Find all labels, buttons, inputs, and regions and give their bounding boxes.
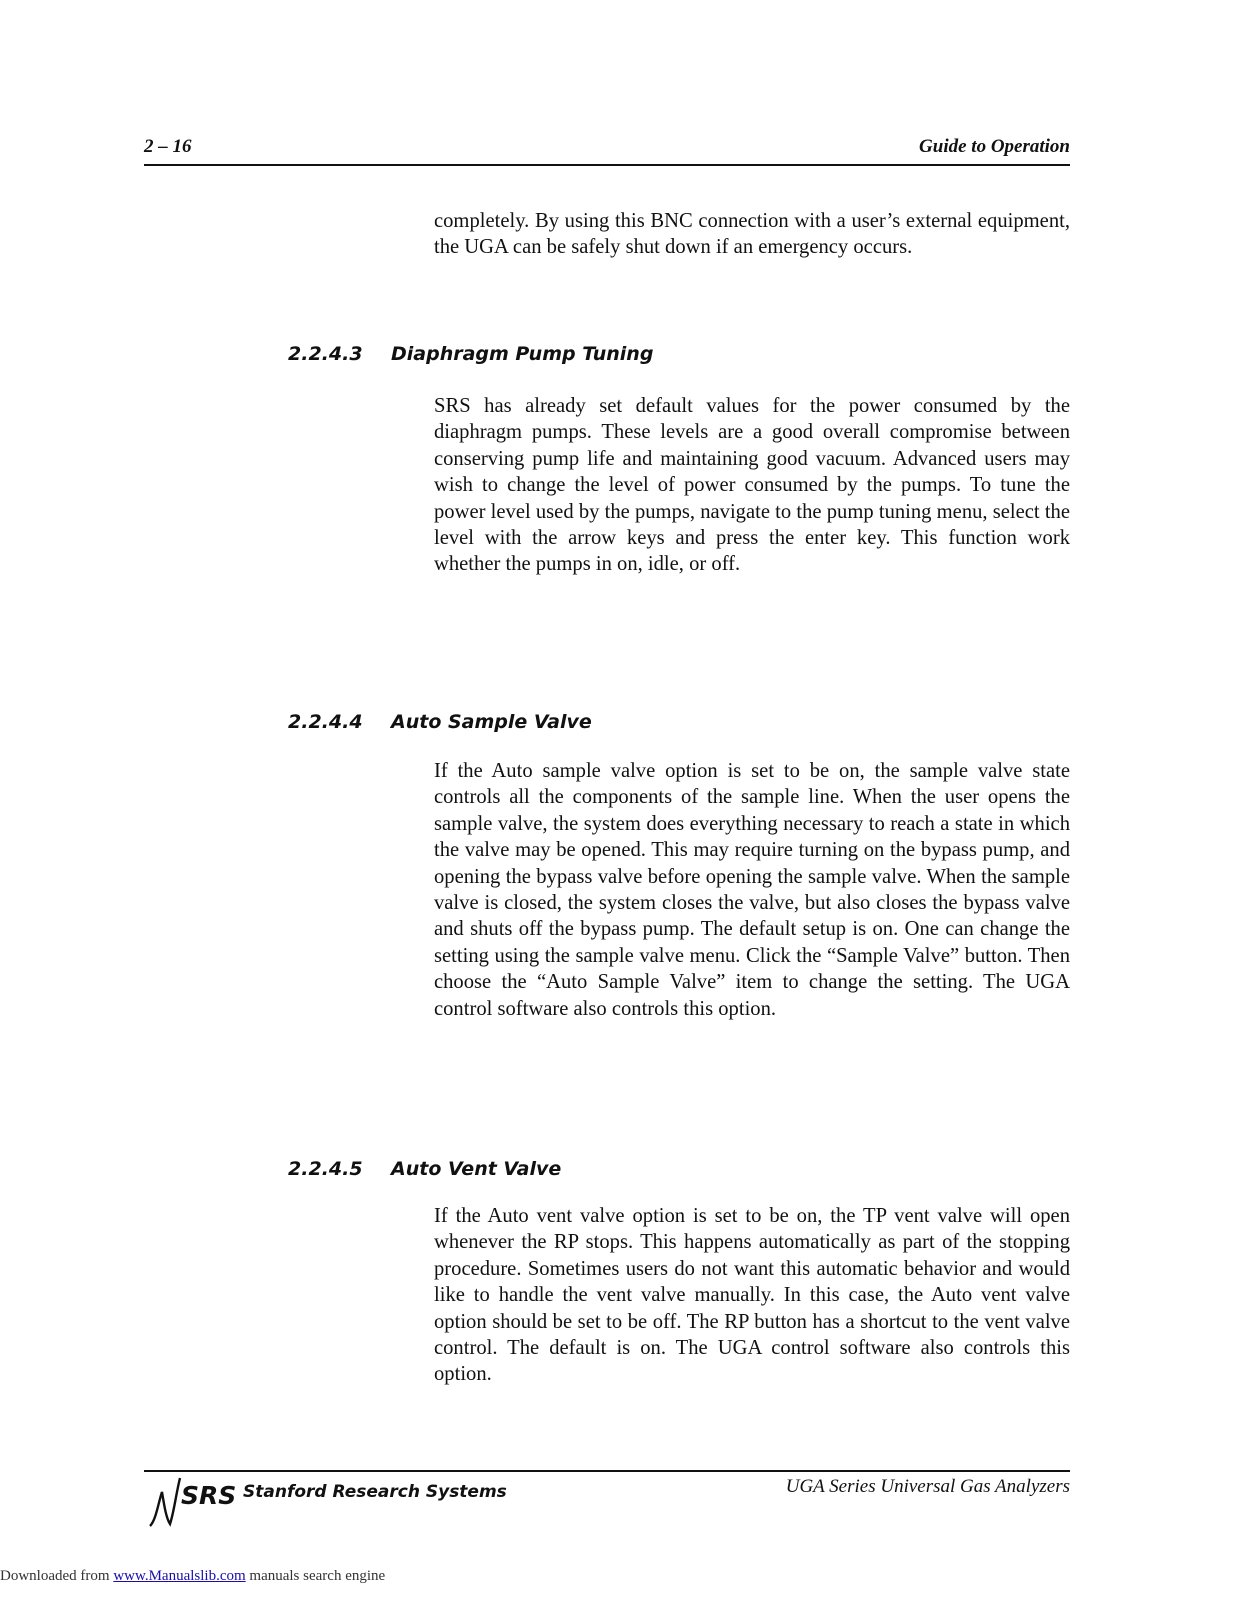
intro-paragraph: completely. By using this BNC connection with a user’s external equipment, the UGA can be safely shut down if an emergency occurs. [434,210,1070,259]
footer-rule [144,1470,1070,1472]
company-name: Stanford Research Systems [243,1482,507,1502]
product-name: UGA Series Universal Gas Analyzers [785,1476,1070,1497]
section-title: Auto Sample Valve [391,711,592,733]
section-number: 2.2.4.5 [288,1158,363,1180]
download-suffix: manuals search engine [245,1568,386,1584]
section-title: Auto Vent Valve [391,1158,562,1180]
page-header [144,136,1070,166]
section-body: If the Auto sample valve option is set to be on, the sample valve state controls all the components of the sample line. When the user opens the sample valve, the system does everything necessary to reach a state in which the valve may be opened. This may require turning on the bypass pump, and opening the bypass valve before opening the sample valve. When the sample valve is closed, the system closes the valve, but also closes the bypass valve and shuts off the bypass pump. The default setup is on. One can change the setting using the sample valve menu. Click the “Sample Valve” button. Then choose the “Auto Sample Valve” item to change the setting. The UGA control software also controls this option. [434,760,1070,1020]
download-prefix: Downloaded from [0,1568,114,1584]
section-body: If the Auto vent valve option is set to be on, the TP vent valve will open whenever the RP stops. This happens automatically as part of the stopping procedure. Sometimes users do not want this automatic behavior and would like to handle the vent valve manually. In this case, the Auto vent valve option should be set to be off. The RP button has a shortcut to the vent valve control. The default is on. The UGA control software also controls this option. [434,1205,1070,1386]
section-number: 2.2.4.4 [288,711,363,733]
section-number: 2.2.4.3 [288,343,363,365]
logo-text: SRS [181,1481,237,1510]
srs-logo [148,1474,248,1530]
page-number: 2 – 16 [144,136,192,157]
section-body: SRS has already set default values for the power consumed by the diaphragm pumps. These levels are a good overall compromise between conserving pump life and maintaining good vacuum. Advanced users may wish to change the level of power consumed by the pumps. To tune the power level used by the pumps, navigate to the pump tuning menu, select the level with the arrow keys and press the enter key. This function work whether the pumps in on, idle, or off. [434,395,1070,576]
section-title: Diaphragm Pump Tuning [391,343,654,365]
chapter-title: Guide to Operation [919,136,1070,157]
manualslib-link[interactable]: www.Manualslib.com [113,1568,246,1584]
download-note [0,1568,385,1585]
